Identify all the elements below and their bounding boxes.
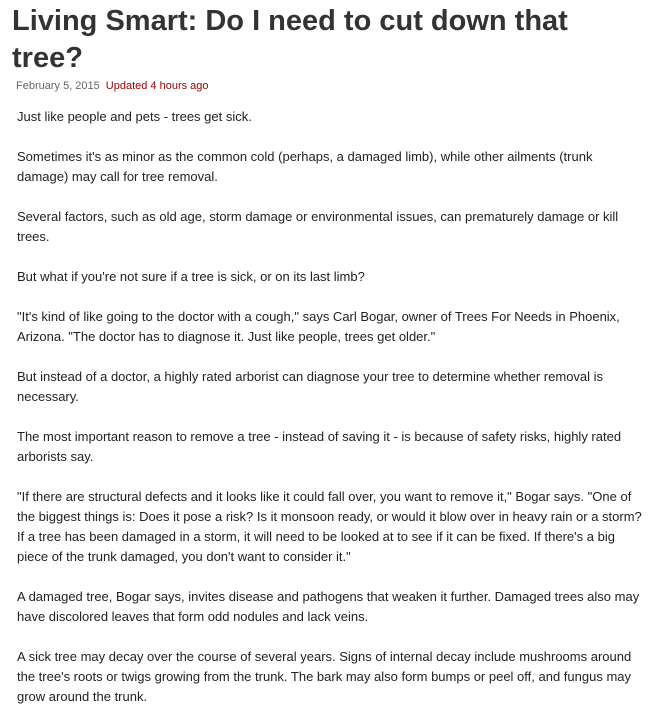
updated-timestamp: Updated 4 hours ago (105, 80, 209, 92)
paragraph: A damaged tree, Bogar says, invites disease and pathogens that weaken it further. Damaged trees also may have discolored leaves that form odd nodules and lack veins. (17, 589, 640, 624)
publish-date: February 5, 2015 (16, 80, 100, 92)
paragraph: "If there are structural defects and it looks like it could fall over, you want to remove it," Bogar says. "One of the biggest things is: Does it pose a risk? Is it monsoon ready, or would it blow over in heavy rain or a storm? If a tree has been damaged in a storm, it will need to be looked at to see if it can be fixed. If there's a big piece of the trunk damaged, you don't want to consider it." (17, 489, 642, 564)
paragraph: Several factors, such as old age, storm damage or environmental issues, can prematurely damage or kill trees. (17, 209, 619, 244)
paragraph: A sick tree may decay over the course of several years. Signs of internal decay include mushrooms around the tree's roots or twigs growing from the trunk. The bark may also form bumps or peel off, and fungus may grow around the trunk. (17, 649, 632, 704)
paragraph: The most important reason to remove a tree - instead of saving it - is because of safety risks, highly rated arborists say. (17, 429, 622, 464)
paragraph: Sometimes it's as minor as the common cold (perhaps, a damaged limb), while other ailments (trunk damage) may call for tree removal. (17, 149, 593, 184)
article-meta (16, 79, 209, 93)
paragraph: Just like people and pets - trees get sick. (17, 109, 252, 124)
article-title: Living Smart: Do I need to cut down that tree? (12, 5, 568, 74)
paragraph: "It's kind of like going to the doctor with a cough," says Carl Bogar, owner of Trees For Needs in Phoenix, Arizona. "The doctor has to diagnose it. Just like people, trees get older." (17, 309, 620, 344)
paragraph: But what if you're not sure if a tree is sick, or on its last limb? (17, 269, 365, 284)
paragraph: But instead of a doctor, a highly rated arborist can diagnose your tree to determine whether removal is necessary. (17, 369, 604, 404)
article-body (17, 107, 647, 727)
